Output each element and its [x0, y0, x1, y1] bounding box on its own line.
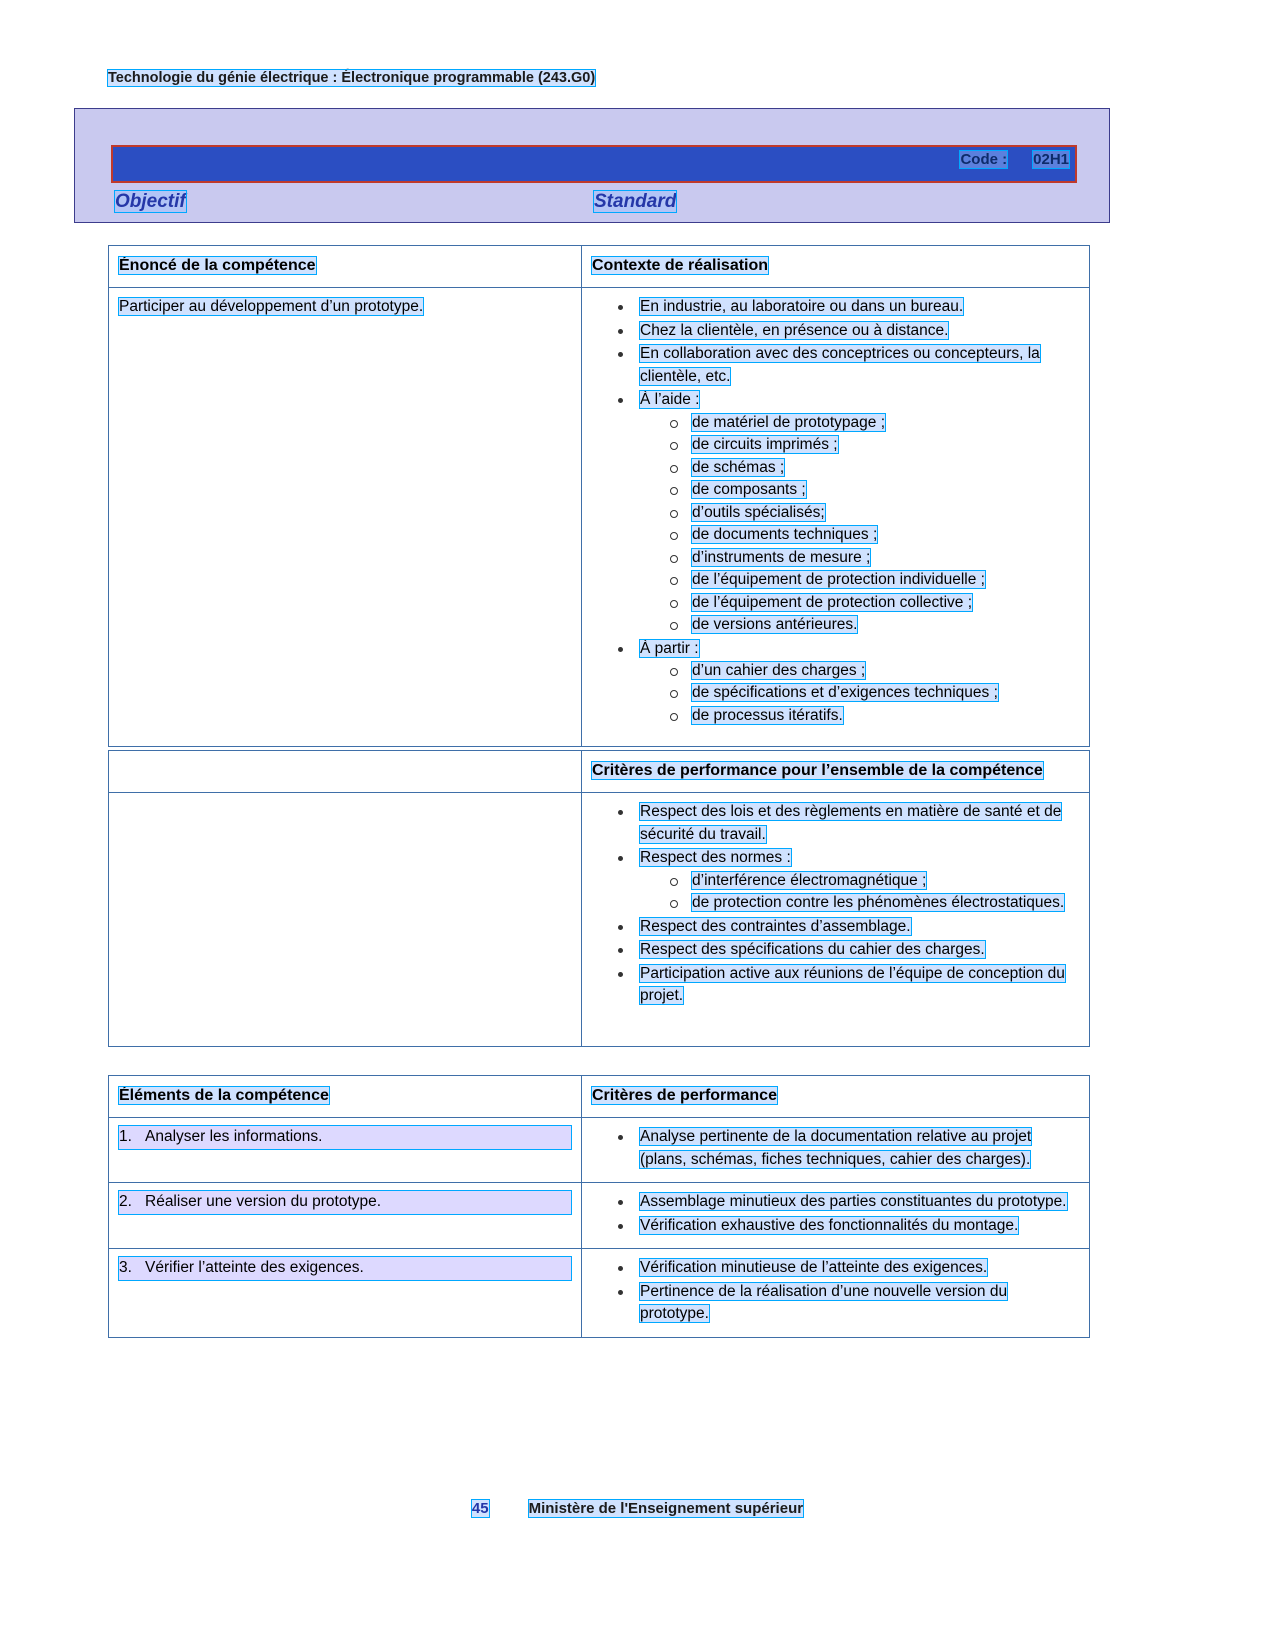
- bullet-item: [618, 1191, 1079, 1213]
- bullet-item: [618, 916, 1079, 938]
- criteria-cell: [582, 1118, 1090, 1183]
- header-cell-contexte: [582, 246, 1090, 288]
- element-number: 1.: [119, 1128, 132, 1146]
- bullet-item: [618, 1257, 1079, 1279]
- criteria-list: [592, 1191, 1079, 1237]
- sub-bullet-text: de l’équipement de protection collective ;: [692, 593, 973, 611]
- table-row: [109, 1183, 1090, 1249]
- element-number: 2.: [119, 1193, 132, 1211]
- bullet-item: [618, 1281, 1079, 1326]
- bullet-text: Chez la clientèle, en présence ou à distance.: [640, 321, 949, 339]
- table-row: [109, 1249, 1090, 1337]
- criteres-header-label: Critères de performance: [592, 1087, 777, 1104]
- sub-bullet-text: de composants ;: [692, 481, 806, 499]
- page-footer: [0, 1500, 1275, 1517]
- competence-statement: Participer au développement d’un prototype.: [119, 298, 424, 316]
- context-list: [592, 296, 1079, 727]
- header-cell-criteres-ensemble: [582, 751, 1090, 793]
- bullet-item: [618, 939, 1079, 961]
- element-cell: [109, 1249, 582, 1337]
- sub-bullet-item: [670, 614, 1079, 636]
- bullet-item: [618, 296, 1079, 318]
- sub-bullet-item: [670, 660, 1079, 682]
- criteres-ensemble-header-label: Critères de performance pour l’ensemble de la compétence: [592, 762, 1043, 779]
- competence-context-table: [108, 245, 1090, 747]
- sub-bullet-item: [670, 434, 1079, 456]
- table-header-row: [109, 751, 1090, 793]
- sub-bullet-text: de documents techniques ;: [692, 526, 878, 544]
- bullet-text: À partir :: [640, 639, 699, 657]
- table-row: [109, 288, 1090, 747]
- sub-bullet-text: de matériel de prototypage ;: [692, 413, 886, 431]
- header-cell-elements: [109, 1076, 582, 1118]
- header-cell-enonce: [109, 246, 582, 288]
- elements-criteria-body: [109, 1118, 1090, 1337]
- code-label: Code :: [960, 151, 1008, 168]
- bullet-item: [618, 1215, 1079, 1237]
- sub-bullet-text: de spécifications et d’exigences techniques ;: [692, 684, 998, 702]
- empty-cell: [109, 793, 582, 1047]
- sub-bullet-text: de l’équipement de protection individuelle ;: [692, 571, 985, 589]
- bullet-item: [618, 963, 1079, 1008]
- criteria-list: [592, 1126, 1079, 1171]
- criteria-cell: [582, 1183, 1090, 1249]
- sub-bullet-item: [670, 502, 1079, 524]
- sub-bullet-text: d’un cahier des charges ;: [692, 661, 866, 679]
- global-criteria-table: [108, 750, 1090, 1047]
- bullet-text: Vérification exhaustive des fonctionnalités du montage.: [640, 1216, 1019, 1234]
- criteria-list: [592, 1257, 1079, 1325]
- sub-bullet-list: [640, 660, 1079, 727]
- bullet-text: Respect des lois et des règlements en matière de santé et de sécurité du travail.: [640, 803, 1062, 843]
- table-row: [109, 793, 1090, 1047]
- sub-bullet-item: [670, 705, 1079, 727]
- sub-bullet-item: [670, 569, 1079, 591]
- sub-bullet-item: [670, 479, 1079, 501]
- page-header: [108, 70, 595, 86]
- bullet-text: En collaboration avec des conceptrices ou concepteurs, la clientèle, etc.: [640, 345, 1040, 385]
- element-text: Vérifier l’atteinte des exigences.: [145, 1259, 364, 1277]
- sub-bullet-item: [670, 682, 1079, 704]
- empty-cell: [109, 751, 582, 793]
- bullet-item: [618, 389, 1079, 636]
- bullet-text: Respect des spécifications du cahier des charges.: [640, 941, 985, 959]
- bullet-item: [618, 638, 1079, 728]
- sub-bullet-text: de versions antérieures.: [692, 616, 858, 634]
- objective-banner: [74, 108, 1110, 223]
- sub-bullet-item: [670, 547, 1079, 569]
- sub-bullet-item: [670, 870, 1079, 892]
- sub-bullet-item: [670, 892, 1079, 914]
- element-item: [119, 1257, 571, 1279]
- bullet-item: [618, 847, 1079, 914]
- elements-criteria-table: [108, 1075, 1090, 1338]
- bullet-item: [618, 320, 1079, 342]
- elements-header-label: Éléments de la compétence: [119, 1087, 329, 1104]
- sub-bullet-list: [640, 870, 1079, 915]
- table-header-row: [109, 246, 1090, 288]
- criteria-cell: [582, 1249, 1090, 1337]
- sub-bullet-text: d’interférence électromagnétique ;: [692, 871, 927, 889]
- bullet-text: À l’aide :: [640, 391, 700, 409]
- sub-bullet-text: de processus itératifs.: [692, 706, 843, 724]
- contexte-header-label: Contexte de réalisation: [592, 257, 769, 274]
- element-cell: [109, 1118, 582, 1183]
- bullet-item: [618, 1126, 1079, 1171]
- table-header-row: [109, 1076, 1090, 1118]
- code-value: 02H1: [1033, 151, 1069, 168]
- sub-bullet-list: [640, 412, 1079, 637]
- sub-bullet-item: [670, 457, 1079, 479]
- enonce-header-label: Énoncé de la compétence: [119, 257, 316, 274]
- table-row: [109, 1118, 1090, 1183]
- element-item: [119, 1126, 571, 1148]
- sub-bullet-text: de circuits imprimés ;: [692, 436, 838, 454]
- bullet-text: Pertinence de la réalisation d’une nouvelle version du prototype.: [640, 1282, 1008, 1323]
- objectif-label: Objectif: [115, 191, 186, 212]
- page-header-text: Technologie du génie électrique : Électronique programmable (243.G0): [108, 70, 596, 86]
- bullet-text: Respect des contraintes d’assemblage.: [640, 917, 911, 935]
- element-text: Réaliser une version du prototype.: [145, 1193, 382, 1211]
- bullet-text: Respect des normes :: [640, 849, 791, 867]
- code-field: [960, 151, 1069, 168]
- bullet-item: [618, 801, 1079, 846]
- header-cell-criteres: [582, 1076, 1090, 1118]
- element-text: Analyser les informations.: [145, 1128, 323, 1146]
- element-item: [119, 1191, 571, 1213]
- sub-bullet-item: [670, 412, 1079, 434]
- bullet-text: Participation active aux réunions de l’équipe de conception du projet.: [640, 964, 1065, 1005]
- footer-page-number: 45: [471, 1500, 489, 1517]
- bullet-text: En industrie, au laboratoire ou dans un bureau.: [640, 298, 964, 316]
- sub-bullet-item: [670, 524, 1079, 546]
- sub-bullet-item: [670, 592, 1079, 614]
- objective-banner-bar: [111, 145, 1077, 183]
- global-criteria-cell: [582, 793, 1090, 1047]
- global-criteria-list: [592, 801, 1079, 1007]
- bullet-text: Assemblage minutieux des parties constituantes du prototype.: [640, 1193, 1067, 1211]
- sub-bullet-text: d’outils spécialisés;: [692, 503, 825, 521]
- bullet-text: Vérification minutieuse de l’atteinte des exigences.: [640, 1259, 988, 1277]
- sub-bullet-text: de protection contre les phénomènes électrostatiques.: [692, 894, 1065, 912]
- bullet-text: Analyse pertinente de la documentation relative au projet (plans, schémas, fiches techniques, cahier des charges).: [640, 1128, 1032, 1168]
- competence-cell: [109, 288, 582, 747]
- sub-bullet-text: de schémas ;: [692, 458, 785, 476]
- sub-bullet-text: d’instruments de mesure ;: [692, 548, 871, 566]
- context-cell: [582, 288, 1090, 747]
- bullet-item: [618, 343, 1079, 388]
- footer-ministry: Ministère de l'Enseignement supérieur: [528, 1500, 804, 1517]
- element-number: 3.: [119, 1259, 132, 1277]
- standard-label: Standard: [594, 191, 677, 212]
- element-cell: [109, 1183, 582, 1249]
